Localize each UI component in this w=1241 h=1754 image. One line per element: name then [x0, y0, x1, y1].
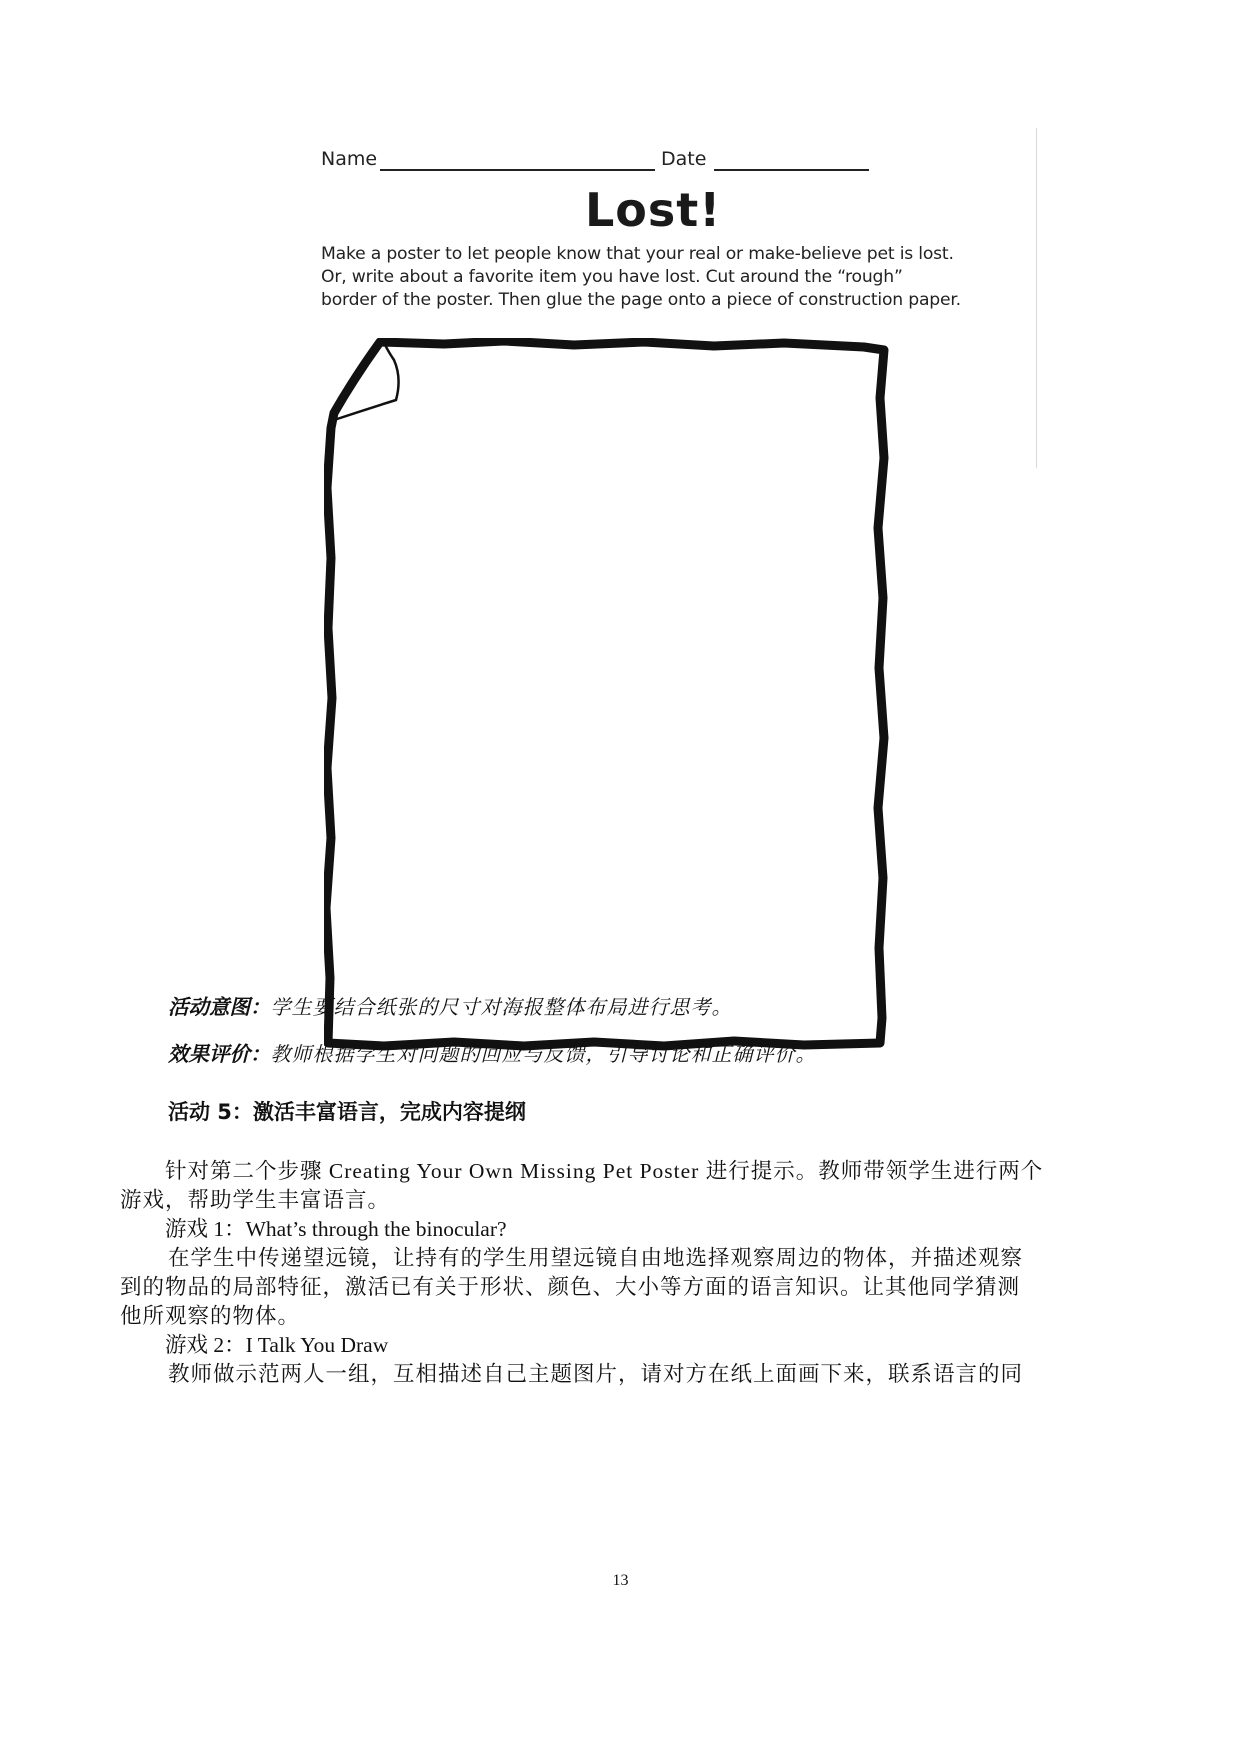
effect-evaluation-label: 效果评价： — [168, 1042, 271, 1066]
effect-evaluation — [168, 1037, 817, 1067]
rough-poster-border — [324, 338, 924, 1058]
image-edge-line — [1036, 128, 1037, 468]
instruction-line: border of the poster. Then glue the page onto a piece of construction paper. — [321, 290, 961, 310]
instruction-line: Or, write about a favorite item you have lost. Cut around the “rough” — [321, 267, 903, 287]
game1-title: 游戏 1：What’s through the binocular? — [165, 1217, 507, 1241]
paragraph-line: 游戏，帮助学生丰富语言。 — [120, 1188, 391, 1212]
activity5-heading: 活动 5：激活丰富语言，完成内容提纲 — [168, 1100, 526, 1124]
worksheet-image — [318, 128, 1040, 1068]
name-blank-line — [380, 169, 655, 171]
paragraph-line: 针对第二个步骤 Creating Your Own Missing Pet Poster 进行提示。教师带领学生进行两个 — [165, 1159, 1044, 1183]
worksheet-title: Lost! — [585, 183, 722, 237]
effect-evaluation-text: 教师根据学生对问题的回应与反馈，引导讨论和正确评价。 — [270, 1042, 817, 1066]
instruction-line: Make a poster to let people know that your real or make-believe pet is lost. — [321, 244, 954, 264]
name-label: Name — [321, 148, 378, 170]
activity-intent — [168, 990, 733, 1020]
paragraph-line: 他所观察的物体。 — [120, 1304, 301, 1328]
activity-intent-label: 活动意图： — [168, 995, 271, 1019]
date-blank-line — [714, 169, 869, 171]
paragraph-line: 到的物品的局部特征，激活已有关于形状、颜色、大小等方面的语言知识。让其他同学猜测 — [120, 1275, 1021, 1299]
page-number: 13 — [612, 1572, 629, 1589]
paragraph-line: 教师做示范两人一组，互相描述自己主题图片，请对方在纸上面画下来，联系语言的同 — [168, 1362, 1024, 1386]
paragraph-line: 在学生中传递望远镜，让持有的学生用望远镜自由地选择观察周边的物体，并描述观察 — [168, 1246, 1024, 1270]
activity-intent-text: 学生要结合纸张的尺寸对海报整体布局进行思考。 — [270, 995, 733, 1019]
date-label: Date — [661, 148, 707, 170]
game2-title: 游戏 2：I Talk You Draw — [165, 1333, 389, 1357]
worksheet-instructions — [321, 243, 1001, 312]
